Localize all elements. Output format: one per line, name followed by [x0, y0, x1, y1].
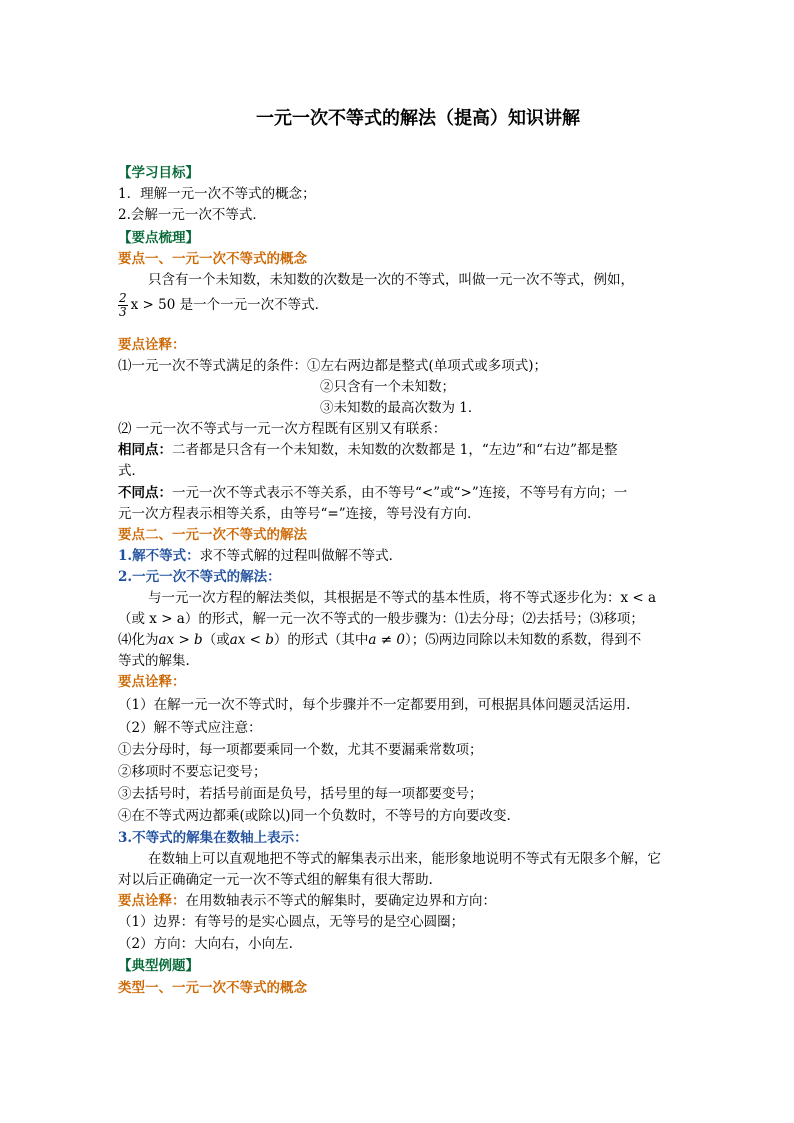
- point-1-text: 只含有一个未知数，未知数的次数是一次的不等式，叫做一元一次不等式，例如，: [148, 272, 634, 288]
- step-1: [118, 547, 402, 565]
- note-2-item-2: （2）解不等式应注意：: [118, 720, 262, 736]
- note-2-item-1: （1）在解一元一次不等式时，每个步骤并不一定都要用到，可根据具体问题灵活运用.: [118, 697, 631, 713]
- same-text-cont: 式．: [118, 463, 145, 479]
- diff-text: 一元一次不等式表示不等关系，由不等号“<”或“>”连接，不等号有方向；一: [172, 485, 628, 501]
- formula-ax-lt-b: ax < b: [229, 632, 274, 648]
- diff-label: 不同点：: [118, 485, 172, 501]
- condition-1-b: ②只含有一个未知数；: [320, 379, 455, 395]
- condition-2: ⑵ 一元一次不等式与一元一次方程既有区别又有联系：: [118, 421, 447, 437]
- note-2-item-4: ②移项时不要忘记变号；: [118, 764, 267, 780]
- note-label-3: 要点诠释：: [118, 893, 186, 909]
- condition-1-c: ③未知数的最高次数为 1．: [320, 400, 482, 416]
- diff-points: [118, 484, 627, 502]
- note-3-item-1: （1）边界：有等号的是实心圆点，无等号的是空心圆圈；: [118, 914, 465, 930]
- note-2-item-5: ③去括号时，若括号前面是负号，括号里的每一项都要变号；: [118, 786, 483, 802]
- diff-text-cont: 元一次方程表示相等关系，由等号“=”连接，等号没有方向．: [118, 506, 481, 522]
- note-label-2: 要点诠释：: [118, 674, 186, 690]
- step-2-text-3e: ）的形式（其中: [273, 632, 369, 648]
- section-learning-goals: 【学习目标】: [118, 165, 199, 181]
- fraction: [118, 292, 128, 319]
- point-1-example-tail: x > 50 是一个一元一次不等式．: [130, 297, 329, 313]
- formula-a-neq-0: a ≠ 0: [368, 632, 405, 648]
- same-points: [118, 441, 618, 459]
- section-examples: 【典型例题】: [118, 958, 199, 974]
- point-1-example: [118, 292, 328, 319]
- section-key-points: 【要点梳理】: [118, 230, 199, 246]
- step-3-text-2: 对以后正确确定一元一次不等式组的解集有很大帮助.: [118, 872, 433, 888]
- note-3-item-2: （2）方向：大向右，小向左.: [118, 936, 293, 952]
- fraction-denominator: 3: [119, 305, 127, 319]
- note-3-text: 在用数轴表示不等式的解集时，要确定边界和方向：: [185, 893, 496, 909]
- point-2-heading: 要点二、一元一次不等式的解法: [118, 527, 307, 543]
- formula-ax-gt-b: ax > b: [158, 632, 203, 648]
- step-2-text-3g: ）；⑸两边同除以未知数的系数，得到不: [404, 632, 642, 648]
- step-2-text-3a: ⑷化为: [118, 632, 159, 648]
- note-label-1: 要点诠释：: [118, 337, 186, 353]
- point-1-heading: 要点一、一元一次不等式的概念: [118, 251, 307, 267]
- step-1-label: 1.解不等式：: [118, 548, 200, 564]
- step-2-label: 2.一元一次不等式的解法：: [118, 569, 281, 585]
- step-1-text: 求不等式解的过程叫做解不等式．: [199, 548, 403, 564]
- fraction-numerator: 2: [119, 291, 127, 305]
- goal-item-2: 2.会解一元一次不等式．: [118, 207, 266, 223]
- note-2-item-3: ①去分母时，每一项都要乘同一个数，尤其不要漏乘常数项；: [118, 742, 483, 758]
- step-3-label: 3.不等式的解集在数轴上表示：: [118, 830, 308, 846]
- step-3-text-1: 在数轴上可以直观地把不等式的解集表示出来，能形象地说明不等式有无限多个解，它: [148, 851, 661, 867]
- page-title: 一元一次不等式的解法（提高）知识讲解: [256, 108, 580, 129]
- goal-item-1: 1．理解一元一次不等式的概念；: [118, 186, 316, 202]
- step-2-text-3c: （或: [202, 632, 230, 648]
- note-2-item-6: ④在不等式两边都乘(或除以)同一个负数时，不等号的方向要改变.: [118, 808, 511, 824]
- type-1-heading: 类型一、一元一次不等式的概念: [118, 980, 307, 996]
- step-2-text-1: 与一元一次方程的解法类似，其根据是不等式的基本性质，将不等式逐步化为：x < a: [148, 590, 657, 606]
- same-text: 二者都是只含有一个未知数，未知数的次数都是 1，“左边”和“右边”都是整: [172, 442, 618, 458]
- step-2-text-2: （或 x > a）的形式，解一元一次不等式的一般步骤为：⑴去分母；⑵去括号；⑶移项；: [118, 611, 644, 627]
- step-2-text-3: [118, 631, 641, 649]
- same-label: 相同点：: [118, 442, 172, 458]
- condition-1-head: ⑴一元一次不等式满足的条件：①左右两边都是整式(单项式或多项式)；: [118, 358, 548, 374]
- note-3: [118, 892, 496, 910]
- step-2-text-4: 等式的解集.: [118, 653, 190, 669]
